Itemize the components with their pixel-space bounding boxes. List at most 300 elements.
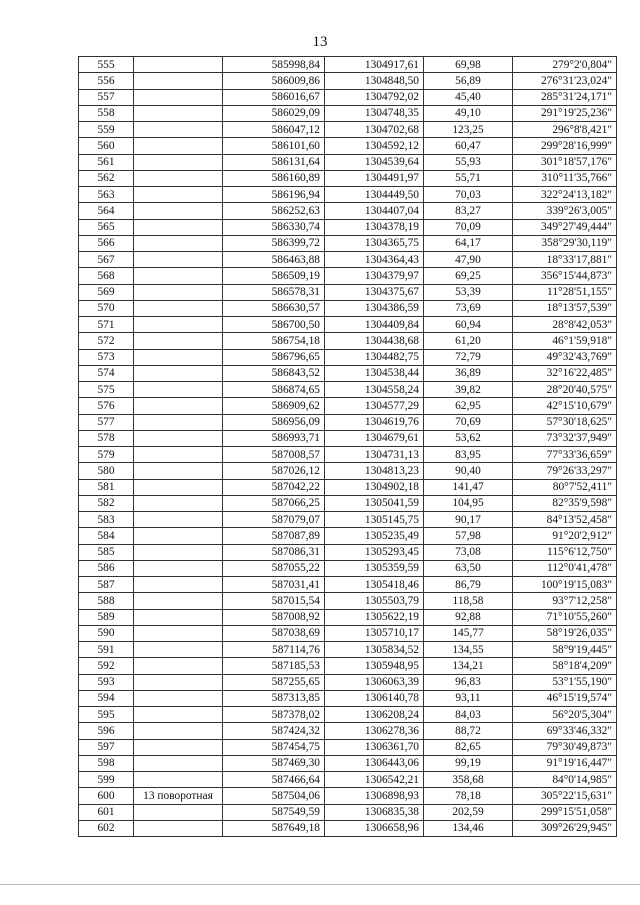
point-number-cell: 593 xyxy=(79,674,134,690)
distance-cell: 70,09 xyxy=(424,219,513,235)
direction-angle-cell: 276°31'23,024" xyxy=(513,73,617,89)
y-coordinate-cell: 1306361,70 xyxy=(325,739,424,755)
point-number-cell: 555 xyxy=(79,57,134,73)
x-coordinate-cell: 587378,02 xyxy=(223,707,325,723)
y-coordinate-cell: 1306898,93 xyxy=(325,788,424,804)
y-coordinate-cell: 1304558,24 xyxy=(325,382,424,398)
table-row xyxy=(79,349,617,365)
x-coordinate-cell: 586843,52 xyxy=(223,365,325,381)
point-name-cell xyxy=(134,284,223,300)
x-coordinate-cell: 586630,57 xyxy=(223,300,325,316)
y-coordinate-cell: 1304386,59 xyxy=(325,300,424,316)
point-name-cell xyxy=(134,560,223,576)
y-coordinate-cell: 1304378,19 xyxy=(325,219,424,235)
direction-angle-cell: 79°30'49,873" xyxy=(513,739,617,755)
point-number-cell: 579 xyxy=(79,447,134,463)
y-coordinate-cell: 1306278,36 xyxy=(325,723,424,739)
point-name-cell xyxy=(134,593,223,609)
point-name-cell xyxy=(134,317,223,333)
direction-angle-cell: 58°18'4,209" xyxy=(513,658,617,674)
distance-cell: 39,82 xyxy=(424,382,513,398)
y-coordinate-cell: 1305041,59 xyxy=(325,495,424,511)
distance-cell: 55,71 xyxy=(424,170,513,186)
distance-cell: 104,95 xyxy=(424,495,513,511)
table-row xyxy=(79,170,617,186)
point-number-cell: 572 xyxy=(79,333,134,349)
distance-cell: 83,95 xyxy=(424,447,513,463)
x-coordinate-cell: 587454,75 xyxy=(223,739,325,755)
x-coordinate-cell: 587313,85 xyxy=(223,690,325,706)
point-number-cell: 565 xyxy=(79,219,134,235)
direction-angle-cell: 291°19'25,236" xyxy=(513,105,617,121)
distance-cell: 134,46 xyxy=(424,820,513,836)
point-number-cell: 573 xyxy=(79,349,134,365)
x-coordinate-cell: 586330,74 xyxy=(223,219,325,235)
y-coordinate-cell: 1305503,79 xyxy=(325,593,424,609)
x-coordinate-cell: 586101,60 xyxy=(223,138,325,154)
direction-angle-cell: 115°6'12,750" xyxy=(513,544,617,560)
direction-angle-cell: 299°28'16,999" xyxy=(513,138,617,154)
point-number-cell: 589 xyxy=(79,609,134,625)
distance-cell: 73,69 xyxy=(424,300,513,316)
y-coordinate-cell: 1304538,44 xyxy=(325,365,424,381)
direction-angle-cell: 42°15'10,679" xyxy=(513,398,617,414)
distance-cell: 53,62 xyxy=(424,430,513,446)
y-coordinate-cell: 1305359,59 xyxy=(325,560,424,576)
table-row xyxy=(79,772,617,788)
x-coordinate-cell: 586993,71 xyxy=(223,430,325,446)
x-coordinate-cell: 586131,64 xyxy=(223,154,325,170)
table-row xyxy=(79,820,617,836)
direction-angle-cell: 91°19'16,447" xyxy=(513,755,617,771)
coordinates-table xyxy=(78,56,617,837)
point-name-cell xyxy=(134,528,223,544)
point-name-cell xyxy=(134,398,223,414)
y-coordinate-cell: 1304679,61 xyxy=(325,430,424,446)
point-number-cell: 592 xyxy=(79,658,134,674)
x-coordinate-cell: 586578,31 xyxy=(223,284,325,300)
distance-cell: 202,59 xyxy=(424,804,513,820)
table-row xyxy=(79,365,617,381)
distance-cell: 69,25 xyxy=(424,268,513,284)
direction-angle-cell: 285°31'24,171" xyxy=(513,89,617,105)
point-name-cell xyxy=(134,122,223,138)
y-coordinate-cell: 1306835,38 xyxy=(325,804,424,820)
point-name-cell xyxy=(134,333,223,349)
direction-angle-cell: 53°1'55,190" xyxy=(513,674,617,690)
x-coordinate-cell: 586700,50 xyxy=(223,317,325,333)
distance-cell: 78,18 xyxy=(424,788,513,804)
point-number-cell: 580 xyxy=(79,463,134,479)
distance-cell: 36,89 xyxy=(424,365,513,381)
point-name-cell: 13 поворотная xyxy=(134,788,223,804)
y-coordinate-cell: 1305293,45 xyxy=(325,544,424,560)
table-row xyxy=(79,138,617,154)
point-name-cell xyxy=(134,365,223,381)
distance-cell: 70,69 xyxy=(424,414,513,430)
table-row xyxy=(79,577,617,593)
y-coordinate-cell: 1304482,75 xyxy=(325,349,424,365)
coordinates-table-body xyxy=(79,57,617,837)
point-name-cell xyxy=(134,203,223,219)
distance-cell: 45,40 xyxy=(424,89,513,105)
point-name-cell xyxy=(134,658,223,674)
direction-angle-cell: 57°30'18,625" xyxy=(513,414,617,430)
point-number-cell: 586 xyxy=(79,560,134,576)
point-number-cell: 594 xyxy=(79,690,134,706)
point-number-cell: 598 xyxy=(79,755,134,771)
y-coordinate-cell: 1304917,61 xyxy=(325,57,424,73)
table-row xyxy=(79,57,617,73)
point-name-cell xyxy=(134,479,223,495)
point-name-cell xyxy=(134,755,223,771)
x-coordinate-cell: 586509,19 xyxy=(223,268,325,284)
distance-cell: 92,88 xyxy=(424,609,513,625)
point-name-cell xyxy=(134,73,223,89)
direction-angle-cell: 49°32'43,769" xyxy=(513,349,617,365)
distance-cell: 90,17 xyxy=(424,512,513,528)
x-coordinate-cell: 587185,53 xyxy=(223,658,325,674)
point-number-cell: 577 xyxy=(79,414,134,430)
distance-cell: 99,19 xyxy=(424,755,513,771)
x-coordinate-cell: 587079,07 xyxy=(223,512,325,528)
y-coordinate-cell: 1305710,17 xyxy=(325,625,424,641)
point-number-cell: 558 xyxy=(79,105,134,121)
point-number-cell: 571 xyxy=(79,317,134,333)
direction-angle-cell: 296°8'8,421" xyxy=(513,122,617,138)
x-coordinate-cell: 587042,22 xyxy=(223,479,325,495)
point-name-cell xyxy=(134,544,223,560)
point-number-cell: 599 xyxy=(79,772,134,788)
table-row xyxy=(79,560,617,576)
x-coordinate-cell: 586909,62 xyxy=(223,398,325,414)
direction-angle-cell: 69°33'46,332" xyxy=(513,723,617,739)
table-row xyxy=(79,122,617,138)
direction-angle-cell: 100°19'15,083" xyxy=(513,577,617,593)
x-coordinate-cell: 585998,84 xyxy=(223,57,325,73)
point-name-cell xyxy=(134,642,223,658)
direction-angle-cell: 84°13'52,458" xyxy=(513,512,617,528)
table-row xyxy=(79,447,617,463)
y-coordinate-cell: 1304375,67 xyxy=(325,284,424,300)
table-row xyxy=(79,89,617,105)
y-coordinate-cell: 1306140,78 xyxy=(325,690,424,706)
table-row xyxy=(79,593,617,609)
point-name-cell xyxy=(134,382,223,398)
x-coordinate-cell: 587066,25 xyxy=(223,495,325,511)
table-row xyxy=(79,479,617,495)
table-row xyxy=(79,723,617,739)
x-coordinate-cell: 586399,72 xyxy=(223,235,325,251)
y-coordinate-cell: 1304592,12 xyxy=(325,138,424,154)
table-row xyxy=(79,739,617,755)
direction-angle-cell: 91°20'2,912" xyxy=(513,528,617,544)
point-name-cell xyxy=(134,170,223,186)
point-number-cell: 563 xyxy=(79,187,134,203)
y-coordinate-cell: 1304409,84 xyxy=(325,317,424,333)
point-number-cell: 562 xyxy=(79,170,134,186)
point-name-cell xyxy=(134,105,223,121)
table-row xyxy=(79,609,617,625)
distance-cell: 62,95 xyxy=(424,398,513,414)
direction-angle-cell: 84°0'14,985" xyxy=(513,772,617,788)
direction-angle-cell: 56°20'5,304" xyxy=(513,707,617,723)
distance-cell: 145,77 xyxy=(424,625,513,641)
table-row xyxy=(79,804,617,820)
point-number-cell: 574 xyxy=(79,365,134,381)
y-coordinate-cell: 1304577,29 xyxy=(325,398,424,414)
point-name-cell xyxy=(134,512,223,528)
x-coordinate-cell: 587649,18 xyxy=(223,820,325,836)
point-name-cell xyxy=(134,609,223,625)
point-name-cell xyxy=(134,447,223,463)
y-coordinate-cell: 1306658,96 xyxy=(325,820,424,836)
y-coordinate-cell: 1304539,64 xyxy=(325,154,424,170)
y-coordinate-cell: 1304813,23 xyxy=(325,463,424,479)
point-number-cell: 575 xyxy=(79,382,134,398)
point-name-cell xyxy=(134,690,223,706)
table-row xyxy=(79,674,617,690)
direction-angle-cell: 279°2'0,804" xyxy=(513,57,617,73)
point-name-cell xyxy=(134,300,223,316)
table-row xyxy=(79,658,617,674)
table-row xyxy=(79,154,617,170)
x-coordinate-cell: 586160,89 xyxy=(223,170,325,186)
direction-angle-cell: 73°32'37,949" xyxy=(513,430,617,446)
distance-cell: 69,98 xyxy=(424,57,513,73)
distance-cell: 61,20 xyxy=(424,333,513,349)
direction-angle-cell: 11°28'51,155" xyxy=(513,284,617,300)
direction-angle-cell: 339°26'3,005" xyxy=(513,203,617,219)
point-number-cell: 582 xyxy=(79,495,134,511)
x-coordinate-cell: 587008,57 xyxy=(223,447,325,463)
distance-cell: 60,94 xyxy=(424,317,513,333)
point-number-cell: 576 xyxy=(79,398,134,414)
y-coordinate-cell: 1306063,39 xyxy=(325,674,424,690)
x-coordinate-cell: 587424,32 xyxy=(223,723,325,739)
point-name-cell xyxy=(134,804,223,820)
direction-angle-cell: 71°10'55,260" xyxy=(513,609,617,625)
direction-angle-cell: 18°33'17,881" xyxy=(513,252,617,268)
x-coordinate-cell: 586874,65 xyxy=(223,382,325,398)
table-row xyxy=(79,398,617,414)
distance-cell: 47,90 xyxy=(424,252,513,268)
point-number-cell: 561 xyxy=(79,154,134,170)
table-row xyxy=(79,252,617,268)
point-name-cell xyxy=(134,430,223,446)
point-number-cell: 559 xyxy=(79,122,134,138)
page-bottom-rule xyxy=(0,884,640,885)
point-number-cell: 587 xyxy=(79,577,134,593)
x-coordinate-cell: 587114,76 xyxy=(223,642,325,658)
y-coordinate-cell: 1304364,43 xyxy=(325,252,424,268)
point-number-cell: 596 xyxy=(79,723,134,739)
y-coordinate-cell: 1306542,21 xyxy=(325,772,424,788)
table-row xyxy=(79,528,617,544)
point-number-cell: 556 xyxy=(79,73,134,89)
distance-cell: 84,03 xyxy=(424,707,513,723)
point-number-cell: 564 xyxy=(79,203,134,219)
point-name-cell xyxy=(134,57,223,73)
table-row xyxy=(79,642,617,658)
point-name-cell xyxy=(134,414,223,430)
distance-cell: 63,50 xyxy=(424,560,513,576)
point-number-cell: 588 xyxy=(79,593,134,609)
table-row xyxy=(79,333,617,349)
table-row xyxy=(79,187,617,203)
point-number-cell: 557 xyxy=(79,89,134,105)
y-coordinate-cell: 1306208,24 xyxy=(325,707,424,723)
y-coordinate-cell: 1304407,04 xyxy=(325,203,424,219)
y-coordinate-cell: 1304902,18 xyxy=(325,479,424,495)
table-row xyxy=(79,203,617,219)
table-row xyxy=(79,317,617,333)
direction-angle-cell: 358°29'30,119" xyxy=(513,235,617,251)
x-coordinate-cell: 586196,94 xyxy=(223,187,325,203)
distance-cell: 83,27 xyxy=(424,203,513,219)
x-coordinate-cell: 586796,65 xyxy=(223,349,325,365)
direction-angle-cell: 301°18'57,176" xyxy=(513,154,617,170)
distance-cell: 82,65 xyxy=(424,739,513,755)
y-coordinate-cell: 1305235,49 xyxy=(325,528,424,544)
direction-angle-cell: 79°26'33,297" xyxy=(513,463,617,479)
y-coordinate-cell: 1304748,35 xyxy=(325,105,424,121)
table-row xyxy=(79,73,617,89)
distance-cell: 70,03 xyxy=(424,187,513,203)
point-number-cell: 566 xyxy=(79,235,134,251)
x-coordinate-cell: 587038,69 xyxy=(223,625,325,641)
point-name-cell xyxy=(134,89,223,105)
table-row xyxy=(79,625,617,641)
page-number: 13 xyxy=(312,34,328,50)
y-coordinate-cell: 1305948,95 xyxy=(325,658,424,674)
direction-angle-cell: 322°24'13,182" xyxy=(513,187,617,203)
distance-cell: 57,98 xyxy=(424,528,513,544)
table-row xyxy=(79,755,617,771)
point-number-cell: 601 xyxy=(79,804,134,820)
point-number-cell: 568 xyxy=(79,268,134,284)
distance-cell: 53,39 xyxy=(424,284,513,300)
table-row xyxy=(79,300,617,316)
direction-angle-cell: 82°35'9,598" xyxy=(513,495,617,511)
y-coordinate-cell: 1305145,75 xyxy=(325,512,424,528)
x-coordinate-cell: 586009,86 xyxy=(223,73,325,89)
x-coordinate-cell: 587466,64 xyxy=(223,772,325,788)
distance-cell: 141,47 xyxy=(424,479,513,495)
x-coordinate-cell: 586252,63 xyxy=(223,203,325,219)
direction-angle-cell: 28°20'40,575" xyxy=(513,382,617,398)
distance-cell: 60,47 xyxy=(424,138,513,154)
distance-cell: 118,58 xyxy=(424,593,513,609)
distance-cell: 86,79 xyxy=(424,577,513,593)
x-coordinate-cell: 587015,54 xyxy=(223,593,325,609)
distance-cell: 134,21 xyxy=(424,658,513,674)
direction-angle-cell: 112°0'41,478" xyxy=(513,560,617,576)
point-name-cell xyxy=(134,707,223,723)
distance-cell: 49,10 xyxy=(424,105,513,121)
x-coordinate-cell: 587504,06 xyxy=(223,788,325,804)
y-coordinate-cell: 1304619,76 xyxy=(325,414,424,430)
direction-angle-cell: 80°7'52,411" xyxy=(513,479,617,495)
table-row xyxy=(79,268,617,284)
x-coordinate-cell: 587087,89 xyxy=(223,528,325,544)
distance-cell: 96,83 xyxy=(424,674,513,690)
point-name-cell xyxy=(134,772,223,788)
x-coordinate-cell: 587055,22 xyxy=(223,560,325,576)
point-name-cell xyxy=(134,268,223,284)
point-number-cell: 578 xyxy=(79,430,134,446)
point-number-cell: 597 xyxy=(79,739,134,755)
direction-angle-cell: 58°19'26,035" xyxy=(513,625,617,641)
direction-angle-cell: 310°11'35,766" xyxy=(513,170,617,186)
point-number-cell: 560 xyxy=(79,138,134,154)
y-coordinate-cell: 1306443,06 xyxy=(325,755,424,771)
direction-angle-cell: 46°15'19,574" xyxy=(513,690,617,706)
table-row xyxy=(79,105,617,121)
point-name-cell xyxy=(134,138,223,154)
direction-angle-cell: 46°1'59,918" xyxy=(513,333,617,349)
table-row xyxy=(79,414,617,430)
y-coordinate-cell: 1304365,75 xyxy=(325,235,424,251)
table-row xyxy=(79,382,617,398)
x-coordinate-cell: 586754,18 xyxy=(223,333,325,349)
x-coordinate-cell: 586029,09 xyxy=(223,105,325,121)
direction-angle-cell: 93°7'12,258" xyxy=(513,593,617,609)
table-row xyxy=(79,690,617,706)
distance-cell: 134,55 xyxy=(424,642,513,658)
y-coordinate-cell: 1304379,97 xyxy=(325,268,424,284)
distance-cell: 123,25 xyxy=(424,122,513,138)
x-coordinate-cell: 587031,41 xyxy=(223,577,325,593)
y-coordinate-cell: 1304702,68 xyxy=(325,122,424,138)
distance-cell: 64,17 xyxy=(424,235,513,251)
point-name-cell xyxy=(134,349,223,365)
point-number-cell: 595 xyxy=(79,707,134,723)
distance-cell: 358,68 xyxy=(424,772,513,788)
point-name-cell xyxy=(134,723,223,739)
y-coordinate-cell: 1304731,13 xyxy=(325,447,424,463)
x-coordinate-cell: 586016,67 xyxy=(223,89,325,105)
distance-cell: 72,79 xyxy=(424,349,513,365)
point-name-cell xyxy=(134,219,223,235)
direction-angle-cell: 349°27'49,444" xyxy=(513,219,617,235)
point-number-cell: 585 xyxy=(79,544,134,560)
x-coordinate-cell: 587086,31 xyxy=(223,544,325,560)
x-coordinate-cell: 587026,12 xyxy=(223,463,325,479)
distance-cell: 90,40 xyxy=(424,463,513,479)
point-name-cell xyxy=(134,674,223,690)
point-name-cell xyxy=(134,495,223,511)
y-coordinate-cell: 1304848,50 xyxy=(325,73,424,89)
direction-angle-cell: 18°13'57,539" xyxy=(513,300,617,316)
point-number-cell: 583 xyxy=(79,512,134,528)
point-number-cell: 602 xyxy=(79,820,134,836)
table-row xyxy=(79,544,617,560)
distance-cell: 55,93 xyxy=(424,154,513,170)
x-coordinate-cell: 587469,30 xyxy=(223,755,325,771)
x-coordinate-cell: 586956,09 xyxy=(223,414,325,430)
x-coordinate-cell: 586047,12 xyxy=(223,122,325,138)
point-number-cell: 584 xyxy=(79,528,134,544)
point-name-cell xyxy=(134,625,223,641)
point-number-cell: 569 xyxy=(79,284,134,300)
x-coordinate-cell: 586463,88 xyxy=(223,252,325,268)
direction-angle-cell: 299°15'51,058" xyxy=(513,804,617,820)
table-row xyxy=(79,235,617,251)
direction-angle-cell: 28°8'42,053" xyxy=(513,317,617,333)
point-number-cell: 581 xyxy=(79,479,134,495)
point-number-cell: 590 xyxy=(79,625,134,641)
